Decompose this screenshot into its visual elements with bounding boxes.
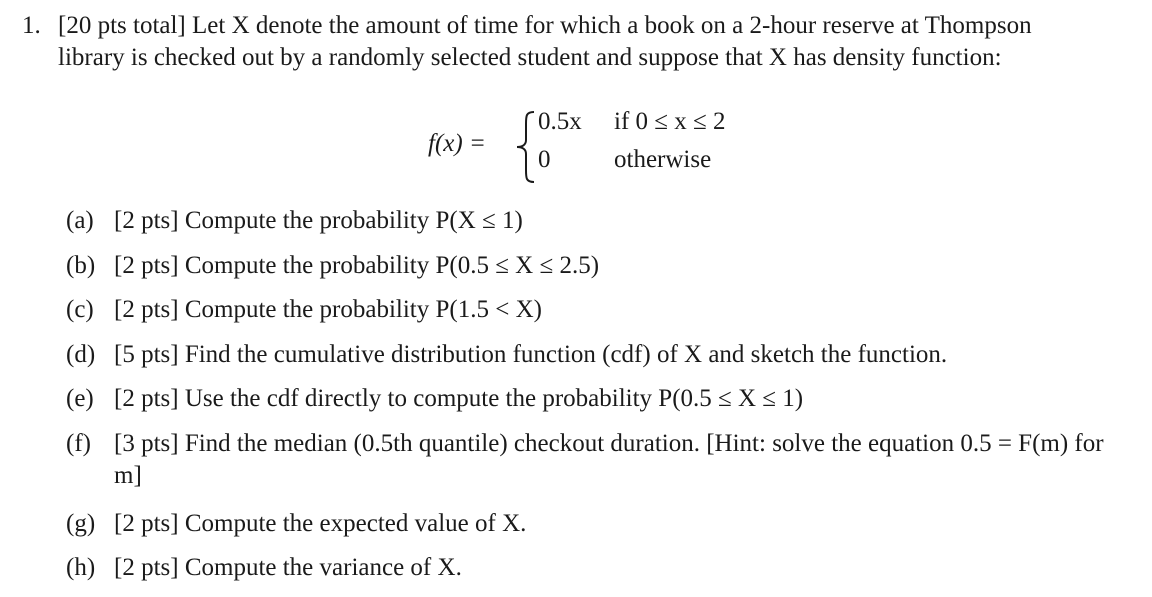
subquestion-text: [2 pts] Compute the probability P(1.5 < X): [114, 296, 542, 323]
left-brace-icon: [514, 110, 538, 184]
subquestion-h: [66, 552, 1132, 584]
subquestion-text: [2 pts] Compute the probability P(0.5 ≤ X ≤ 2.5): [114, 251, 600, 279]
problem-intro: [22, 10, 1132, 74]
subquestion-f: [66, 428, 1132, 492]
case-1-value: 0.5x: [538, 108, 582, 135]
subquestion-text: [2 pts] Compute the probability P(X ≤ 1): [114, 207, 523, 234]
intro-line-2: library is checked out by a randomly selected student and suppose that X has density function:: [58, 44, 1002, 71]
subquestion-label: (a): [66, 207, 94, 234]
problem-statement: [22, 10, 1132, 74]
subquestion-list: [66, 205, 1132, 597]
case-1-condition: if 0 ≤ x ≤ 2: [614, 108, 726, 135]
intro-line-1: [20 pts total] Let X denote the amount of time for which a book on a 2-hour reserve at Thompson: [58, 12, 1032, 39]
subquestion-c: [66, 294, 1132, 326]
subquestion-text: [2 pts] Use the cdf directly to compute the probability P(0.5 ≤ X ≤ 1): [114, 385, 804, 412]
subquestion-text: [2 pts] Compute the expected value of X.: [114, 509, 527, 537]
density-function-formula: [428, 106, 788, 186]
case-2-value: 0: [538, 146, 551, 173]
problem-intro-text: [58, 10, 1132, 74]
subquestion-label: (e): [66, 385, 94, 412]
subquestion-b: [66, 250, 1132, 282]
subquestion-d: [66, 339, 1132, 371]
subquestion-label: (c): [66, 296, 94, 323]
subquestion-e: [66, 383, 1132, 415]
subquestion-label: (h): [66, 554, 96, 581]
subquestion-label: (g): [66, 509, 96, 537]
subquestion-text: [3 pts] Find the median (0.5th quantile) checkout duration. [Hint: solve the equation 0.5 = F(m) for m]: [114, 429, 1104, 489]
subquestion-text: [5 pts] Find the cumulative distribution function (cdf) of X and sketch the function.: [114, 340, 948, 368]
subquestion-g: [66, 508, 1132, 540]
subquestion-label: (b): [66, 251, 96, 279]
case-2-condition: otherwise: [614, 146, 712, 173]
subquestion-label: (d): [66, 340, 96, 368]
formula-lhs: f(x) =: [428, 130, 486, 157]
subquestion-text: [2 pts] Compute the variance of X.: [114, 554, 462, 581]
problem-number: 1.: [22, 12, 41, 39]
subquestion-label: (f): [66, 429, 91, 457]
subquestion-a: [66, 205, 1132, 237]
